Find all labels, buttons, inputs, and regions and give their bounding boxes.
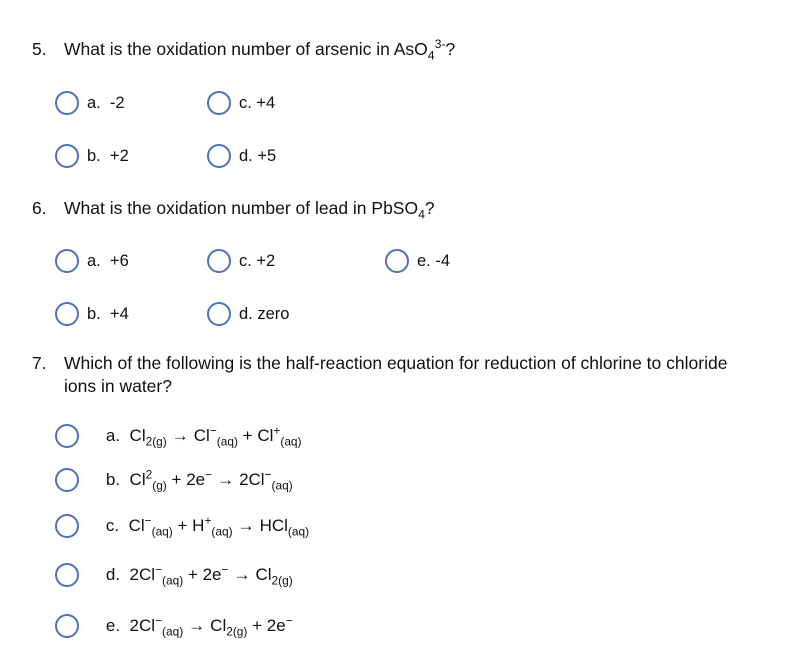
option-5d[interactable] [207, 141, 276, 171]
option-label: d. +5 [239, 146, 277, 165]
radio-button[interactable] [55, 249, 79, 273]
option-label: a. $Cl_{2(g)} \to Cl^-_{(aq)} + Cl^+_{(aq)}$ [105, 423, 302, 449]
question-number: 7. [32, 353, 47, 373]
option-7c[interactable] [55, 511, 309, 541]
option-6e[interactable] [385, 246, 450, 276]
radio-button[interactable] [207, 91, 231, 115]
option-label: b. +2 [87, 146, 129, 165]
radio-button[interactable] [55, 302, 79, 326]
radio-button[interactable] [55, 614, 79, 638]
question-5 [0, 38, 808, 62]
option-label: d. $2Cl^-_{(aq)} + 2e^- \to Cl_{2(g)}$ [105, 562, 293, 588]
radio-button[interactable] [207, 302, 231, 326]
option-7b[interactable] [55, 465, 293, 495]
option-6b[interactable] [55, 299, 129, 329]
option-7d[interactable] [55, 560, 293, 590]
question-text-line-1: Which of the following is the half-reaction equation for reduction of chlorine to chloride [64, 353, 728, 373]
radio-button[interactable] [55, 563, 79, 587]
option-label: c. $Cl^-_{(aq)} + H^+_{(aq)} \to HCl_{(aq)}$ [105, 513, 310, 539]
radio-button[interactable] [385, 249, 409, 273]
radio-button[interactable] [207, 144, 231, 168]
question-text: What is the oxidation number of lead in PbSO$_4$? [64, 198, 435, 222]
option-label: a. -2 [87, 93, 125, 112]
option-6c[interactable] [207, 246, 275, 276]
option-5a[interactable] [55, 88, 125, 118]
question-number: 6. [32, 198, 47, 218]
option-label: e. $2Cl^-_{(aq)} \to Cl_{2(g)} + 2e^-$ [105, 613, 293, 639]
radio-button[interactable] [55, 144, 79, 168]
option-5c[interactable] [207, 88, 275, 118]
radio-button[interactable] [55, 91, 79, 115]
option-6d[interactable] [207, 299, 289, 329]
option-label: b. $Cl^2_{(g)} + 2e^- \to 2Cl^-_{(aq)}$ [105, 467, 293, 493]
option-label: a. +6 [87, 251, 129, 270]
question-text: What is the oxidation number of arsenic in AsO$_4^{3-}$? [64, 37, 456, 63]
option-label: e. -4 [417, 251, 451, 270]
option-6a[interactable] [55, 246, 129, 276]
option-5b[interactable] [55, 141, 129, 171]
option-7a[interactable] [55, 421, 302, 451]
question-text-line-2: ions in water? [64, 376, 172, 396]
radio-button[interactable] [55, 424, 79, 448]
option-label: b. +4 [87, 304, 129, 323]
radio-button[interactable] [207, 249, 231, 273]
question-6 [0, 197, 808, 221]
option-label: c. +4 [239, 93, 276, 112]
question-7 [0, 352, 808, 400]
radio-button[interactable] [55, 468, 79, 492]
question-number: 5. [32, 39, 47, 59]
option-label: d. zero [239, 304, 290, 323]
radio-button[interactable] [55, 514, 79, 538]
option-label: c. +2 [239, 251, 276, 270]
option-7e[interactable] [55, 611, 293, 641]
